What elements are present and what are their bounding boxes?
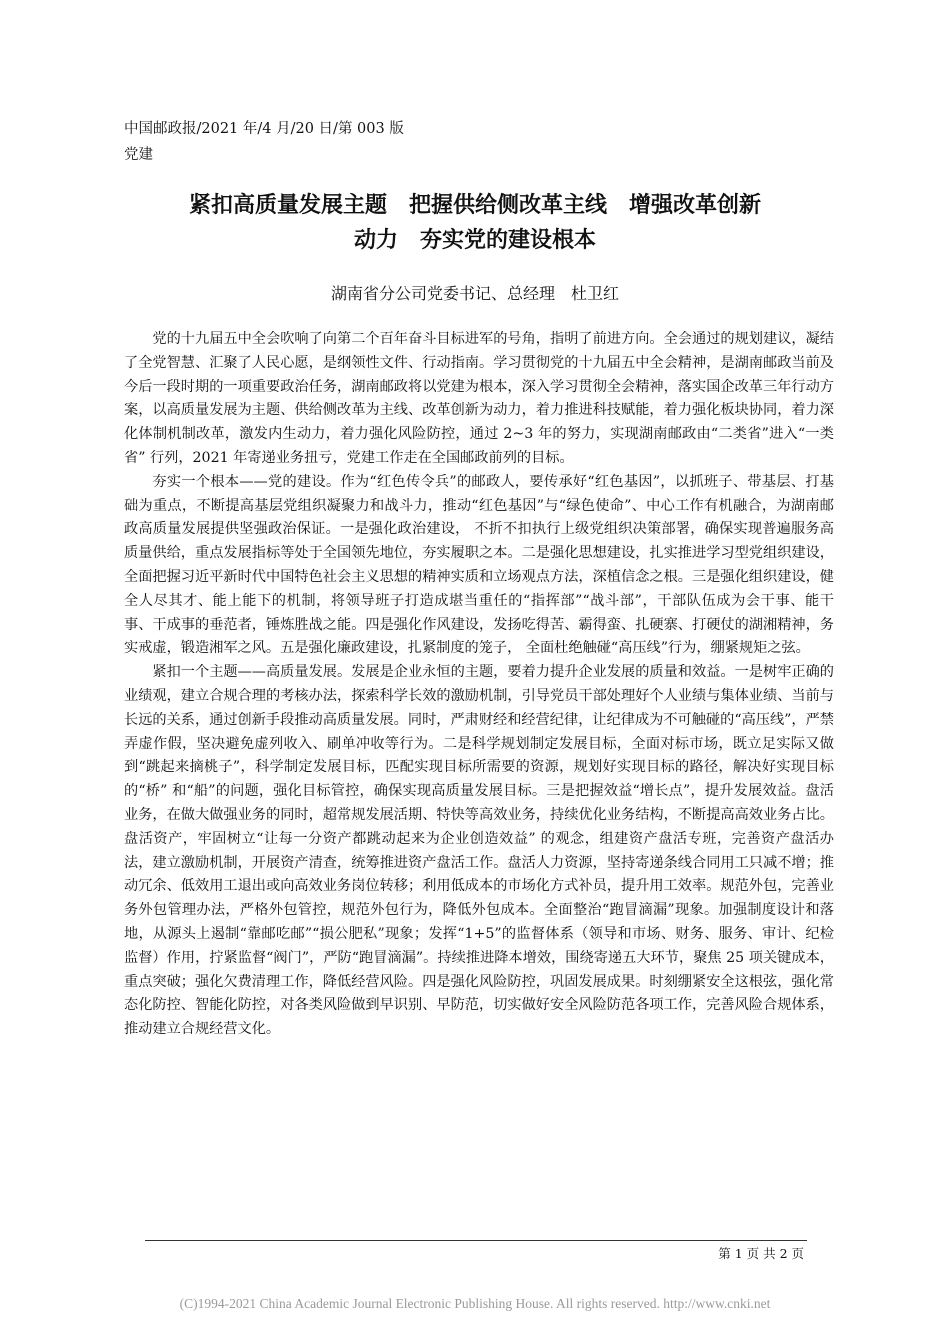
paragraph: 党的十九届五中全会吹响了向第二个百年奋斗目标进军的号角，指明了前进方向。全会通过的规划建议，凝结了全党智慧、汇聚了人民心愿，是纲领性文件、行动指南。学习贯彻党的十九届五中全会精神，是湖南邮政当前及今后一段时期的一项重要政治任务，湖南邮政将以党建为根本，深入学习贯彻全会精神，落实国企改革三年行动方案，以高质量发展为主题、供给侧改革为主线、改革创新为动力，着力推进科技赋能，着力强化板块协同，着力深化体制机制改革，激发内生动力，着力强化风险防控，通过 2~3 年的努力，实现湖南邮政由“二类省”进入“一类省” 行列，2021 年寄递业务扭亏，党建工作走在全国邮政前列的目标。 <box>124 331 834 466</box>
publication-source: 中国邮政报/2021 年/4 月/20 日/第 003 版 <box>124 121 404 137</box>
title-line-1: 紧扣高质量发展主题 把握供给侧改革主线 增强改革创新 <box>188 193 761 218</box>
article-title <box>110 188 840 258</box>
paragraph: 夯实一个根本——党的建设。作为“红色传令兵”的邮政人，要传承好“红色基因”，以抓班子、带基层、打基础为重点，不断提高基层党组织凝聚力和战斗力，推动“红色基因”与“绿色使命”、中心工作有机融合，为湖南邮政高质量发展提供坚强政治保证。一是强化政治建设， 不折不扣执行上级党组织决策部署，确保实现普遍服务高质量供给，重点发展指标等处于全国领先地位，夯实履职之本。二是强化思想建设，扎实推进学习型党组织建设，全面把握习近平新时代中国特色社会主义思想的精神实质和立场观点方法，深植信念之根。三是强化组织建设，健全人尽其才、能上能下的机制，将领导班子打造成堪当重任的“指挥部”“战斗部”，干部队伍成为会干事、能干事、干成事的垂范者，锤炼胜战之能。四是强化作风建设，发扬吃得苦、霸得蛮、扎硬寨、打硬仗的湖湘精神，务实戒虚，锻造湘军之风。五是强化廉政建设，扎紧制度的笼子， 全面杜绝触碰“高压线”行为，绷紧规矩之弦。 <box>124 473 834 657</box>
paragraph: 紧扣一个主题——高质量发展。发展是企业永恒的主题，要着力提升企业发展的质量和效益。一是树牢正确的业绩观，建立合规合理的考核办法，探索科学长效的激励机制，引导党员干部处理好个人业绩与集体业绩、当前与长远的关系，通过创新手段推动高质量发展。同时，严肃财经和经营纪律，让纪律成为不可触碰的“高压线”，严禁弄虚作假，坚决避免虚列收入、刷单冲收等行为。二是科学规划制定发展目标，全面对标市场，既立足实际又做到“跳起来摘桃子”，科学制定发展目标，匹配实现目标所需要的资源，规划好实现目标的路径，解决好实现目标的“桥” 和“船”的问题，强化目标管控，确保实现高质量发展目标。三是把握效益“增长点”，提升发展效益。盘活业务，在做大做强业务的同时，超常规发展活期、特快等高效业务，持续优化业务结构，不断提高高效业务占比。盘活资产，牢固树立“让每一分资产都跳动起来为企业创造效益” 的观念，组建资产盘活专班，完善资产盘活办法，建立激励机制，开展资产清查，统筹推进资产盘活工作。盘活人力资源，坚持寄递条线合同用工只减不增；推动冗余、低效用工退出或向高效业务岗位转移；利用低成本的市场化方式补员，提升用工效率。规范外包，完善业务外包管理办法，严格外包管控，规范外包行为，降低外包成本。全面整治“跑冒滴漏”现象。加强制度设计和落地，从源头上遏制“靠邮吃邮”“损公肥私”现象；发挥“1+5”的监督体系（领导和市场、财务、服务、审计、纪检监督）作用，拧紧监督“阀门”，严防“跑冒滴漏”。持续推进降本增效，围绕寄递五大环节，聚焦 25 项关键成本，重点突破；强化欠费清理工作，降低经营风险。四是强化风险防控，巩固发展成果。时刻绷紧安全这根弦，强化常态化防控、智能化防控，对各类风险做到早识别、早防范，切实做好安全风险防范各项工作，完善风险合规体系，推动建立合规经营文化。 <box>124 664 834 1038</box>
title-line-2: 动力 夯实党的建设根本 <box>353 228 596 253</box>
section-label: 党建 <box>124 147 153 163</box>
footer-divider <box>145 1240 807 1241</box>
copyright-footer: (C)1994-2021 China Academic Journal Electronic Publishing House. All rights reserved. http://www.cnki.net <box>179 1296 771 1311</box>
article-body <box>124 328 834 1042</box>
author-byline: 湖南省分公司党委书记、总经理 杜卫红 <box>330 284 619 303</box>
page-number: 第 1 页 共 2 页 <box>718 1246 804 1261</box>
